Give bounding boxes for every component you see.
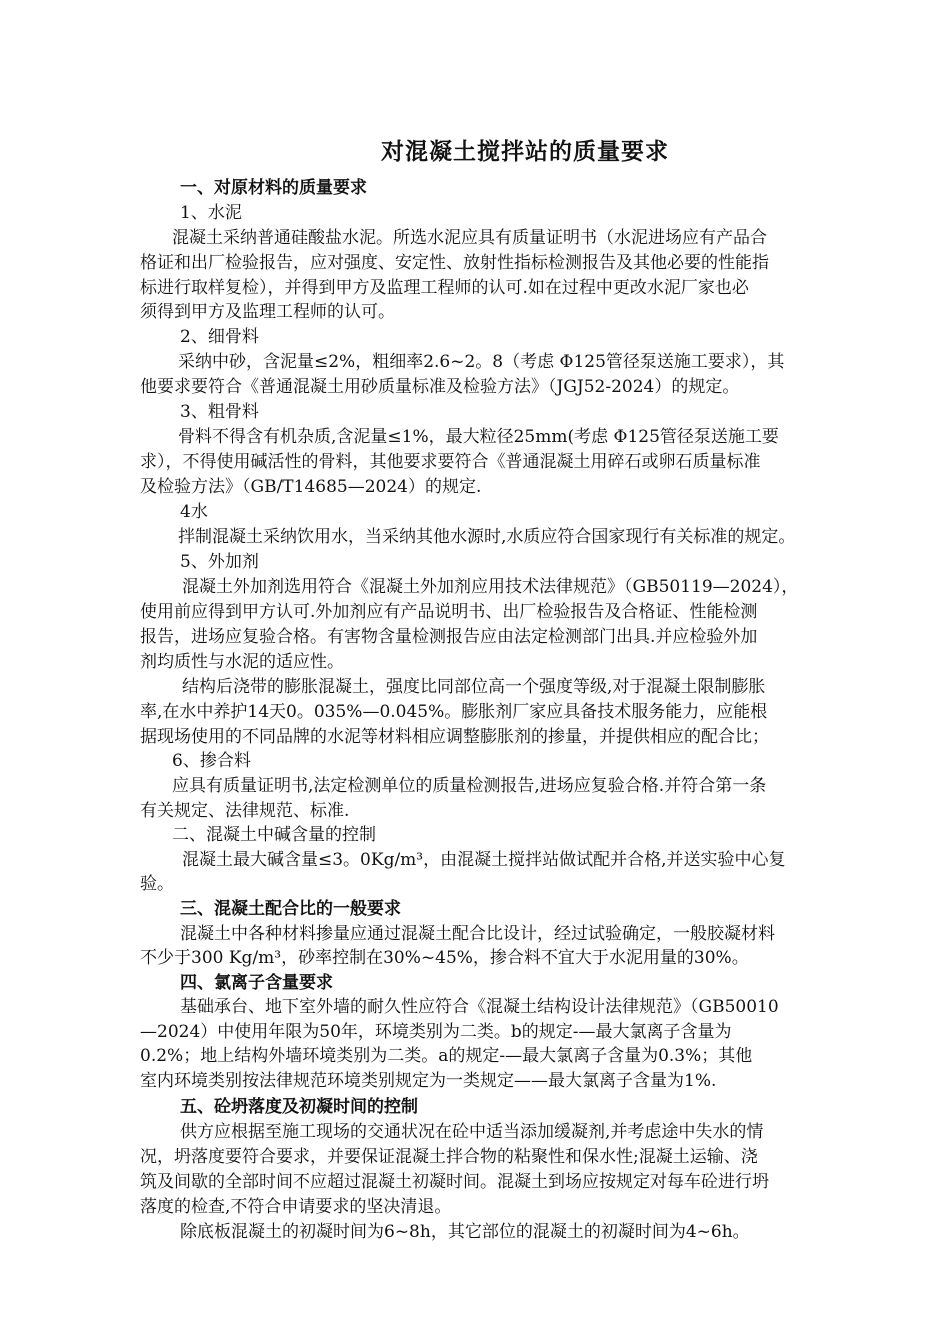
subheading-coarse-aggregate: 3、粗骨料 [180, 402, 259, 422]
page-title: 对混凝土搅拌站的质量要求 [381, 139, 669, 165]
paragraph-line: 供方应根据至施工现场的交通状况在砼中适当添加缓凝剂,并考虑途中失水的情 [180, 1122, 764, 1142]
paragraph-line: 结构后浇带的膨胀混凝土，强度比同部位高一个强度等级,对于混凝土限制膨胀 [182, 677, 766, 697]
subheading-mineral-admixture: 6、掺合料 [172, 751, 251, 771]
paragraph-line: 他要求要符合《普通混凝土用砂质量标准及检验方法》（JGJ52-2024）的规定。 [140, 377, 740, 397]
paragraph-line: 及检验方法》（GB/T14685—2024）的规定. [140, 477, 482, 497]
heading-raw-materials: 一、对原材料的质量要求 [180, 178, 367, 198]
paragraph-line: 求），不得使用碱活性的骨料，其他要求要符合《普通混凝土用碎石或卵石质量标准 [140, 452, 761, 472]
paragraph-line: —2024）中使用年限为50年，环境类别为二类。b的规定-—最大氯离子含量为 [140, 1022, 732, 1042]
paragraph-line: 混凝土外加剂选用符合《混凝土外加剂应用技术法律规范》（GB50119—2024）， [182, 577, 799, 597]
paragraph-line: 报告，进场应复验合格。有害物含量检测报告应由法定检测部门出具.并应检验外加 [140, 627, 758, 647]
paragraph-line: 验。 [140, 874, 174, 894]
paragraph-line: 据现场使用的不同品牌的水泥等材料相应调整膨胀剂的掺量，并提供相应的配合比； [140, 727, 769, 747]
paragraph-line: 0.2%；地上结构外墙环境类别为二类。a的规定-—最大氯离子含量为0.3%；其他 [140, 1046, 753, 1066]
paragraph-line: 除底板混凝土的初凝时间为6~8h，其它部位的混凝土的初凝时间为4~6h。 [180, 1222, 750, 1242]
subheading-admixture: 5、外加剂 [180, 552, 259, 572]
paragraph-line: 须得到甲方及监理工程师的认可。 [140, 302, 395, 322]
paragraph-line: 率,在水中养护14天0。035%—0.045%。膨胀剂厂家应具备技术服务能力，应能根 [140, 702, 768, 722]
subheading-cement: 1、水泥 [180, 203, 242, 223]
paragraph-line: 不少于300 Kg/m³，砂率控制在30%~45%，掺合料不宜大于水泥用量的30%。 [140, 948, 749, 968]
paragraph-line: 室内环境类别按法律规范环境类别规定为一类规定——最大氯离子含量为1%. [140, 1071, 717, 1091]
paragraph-line: 筑及间歇的全部时间不应超过混凝土初凝时间。混凝土到场应按规定对每车砼进行坍 [140, 1172, 769, 1192]
paragraph-line: 骨料不得含有机杂质,含泥量≤1%，最大粒径25mm(考虑 Φ125管径泵送施工要 [178, 427, 779, 447]
paragraph-line: 应具有质量证明书,法定检测单位的质量检测报告,进场应复验合格.并符合第一条 [172, 776, 767, 796]
paragraph-line: 拌制混凝土采纳饮用水，当采纳其他水源时,水质应符合国家现行有关标准的规定。 [178, 527, 796, 547]
paragraph-line: 有关规定、法律规范、标准. [140, 801, 350, 821]
paragraph-line: 剂均质性与水泥的适应性。 [140, 652, 344, 672]
paragraph-line: 格证和出厂检验报告，应对强度、安定性、放射性指标检测报告及其他必要的性能指 [140, 253, 769, 273]
paragraph-line: 混凝土中各种材料掺量应通过混凝土配合比设计，经过试验确定，一般胶凝材料 [180, 924, 775, 944]
paragraph-line: 使用前应得到甲方认可.外加剂应有产品说明书、出厂检验报告及合格证、性能检测 [140, 602, 758, 622]
paragraph-line: 混凝土采纳普通硅酸盐水泥。所选水泥应具有质量证明书（水泥进场应有产品合 [172, 228, 767, 248]
heading-alkali-content: 二、混凝土中碱含量的控制 [172, 825, 376, 845]
heading-slump-setting-time: 五、砼坍落度及初凝时间的控制 [180, 1097, 418, 1117]
subheading-water: 4水 [180, 502, 208, 522]
heading-mix-proportion: 三、混凝土配合比的一般要求 [180, 899, 401, 919]
subheading-fine-aggregate: 2、细骨料 [180, 327, 259, 347]
paragraph-line: 况，坍落度要符合要求，并要保证混凝土拌合物的粘聚性和保水性;混凝土运输、浇 [140, 1147, 758, 1167]
paragraph-line: 标进行取样复检），并得到甲方及监理工程师的认可.如在过程中更改水泥厂家也必 [140, 278, 749, 298]
paragraph-line: 基础承台、地下室外墙的耐久性应符合《混凝土结构设计法律规范》（GB50010 [180, 997, 779, 1017]
paragraph-line: 落度的检查,不符合申请要求的坚决清退。 [140, 1197, 452, 1217]
heading-chloride-ion: 四、氯离子含量要求 [180, 973, 333, 993]
paragraph-line: 混凝土最大碱含量≤3。0Kg/m³，由混凝土搅拌站做试配并合格,并送实验中心复 [182, 850, 786, 870]
paragraph-line: 采纳中砂，含泥量≤2%，粗细率2.6~2。8（考虑 Φ125管径泵送施工要求），其 [178, 352, 785, 372]
